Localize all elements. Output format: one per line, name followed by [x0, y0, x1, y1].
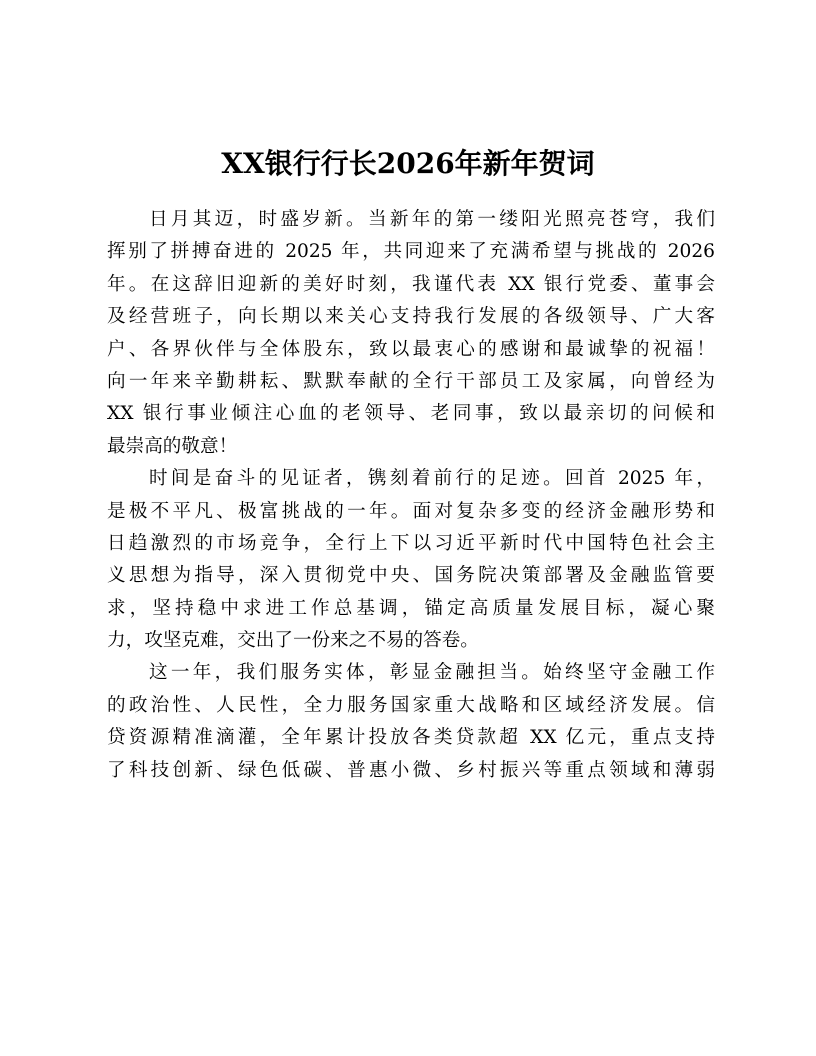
text-line: 的政治性、人民性，全力服务国家重大战略和区域经济发展。信: [107, 694, 715, 716]
text-line: 及经营班子，向长期以来关心支持我行发展的各级领导、广大客: [107, 306, 715, 328]
paragraph-review: [107, 463, 715, 657]
text-line: 义思想为指导，深入贯彻党中央、国务院决策部署及金融监管要: [107, 565, 715, 587]
document-title: XX银行行长2026年新年贺词: [221, 147, 595, 180]
text-line: 力，攻坚克难，交出了一份来之不易的答卷。: [107, 630, 479, 652]
text-line: 日月其迈，时盛岁新。当新年的第一缕阳光照亮苍穹，我们: [149, 209, 715, 230]
text-line: 了科技创新、绿色低碳、普惠小微、乡村振兴等重点领域和薄弱: [107, 759, 715, 781]
text-line: 时间是奋斗的见证者，镌刻着前行的足迹。回首 2025 年，: [149, 468, 715, 490]
text-line: XX 银行事业倾注心血的老领导、老同事，致以最亲切的问候和: [107, 403, 715, 425]
text-line: 这一年，我们服务实体，彰显金融担当。始终坚守金融工作: [149, 662, 715, 684]
text-line: 向一年来辛勤耕耘、默默奉献的全行干部员工及家属，向曾经为: [107, 370, 715, 392]
paragraph-achievements: [107, 657, 715, 787]
text-line: 求，坚持稳中求进工作总基调，锚定高质量发展目标，凝心聚: [107, 597, 715, 619]
paragraph-greeting: [107, 204, 715, 463]
text-line: 日趋激烈的市场竞争，全行上下以习近平新时代中国特色社会主: [107, 532, 715, 554]
text-line: 最崇高的敬意！: [107, 435, 238, 457]
text-line: 贷资源精准滴灌，全年累计投放各类贷款超 XX 亿元，重点支持: [107, 727, 715, 749]
document-body: [107, 204, 715, 787]
text-line: 是极不平凡、极富挑战的一年。面对复杂多变的经济金融形势和: [107, 500, 715, 522]
text-line: 年。在这辞旧迎新的美好时刻，我谨代表 XX 银行党委、董事会: [107, 273, 715, 295]
text-line: 挥别了拼搏奋进的 2025 年，共同迎来了充满希望与挑战的 2026: [107, 241, 715, 263]
text-line: 户、各界伙伴与全体股东，致以最衷心的感谢和最诚挚的祝福！: [107, 338, 715, 360]
